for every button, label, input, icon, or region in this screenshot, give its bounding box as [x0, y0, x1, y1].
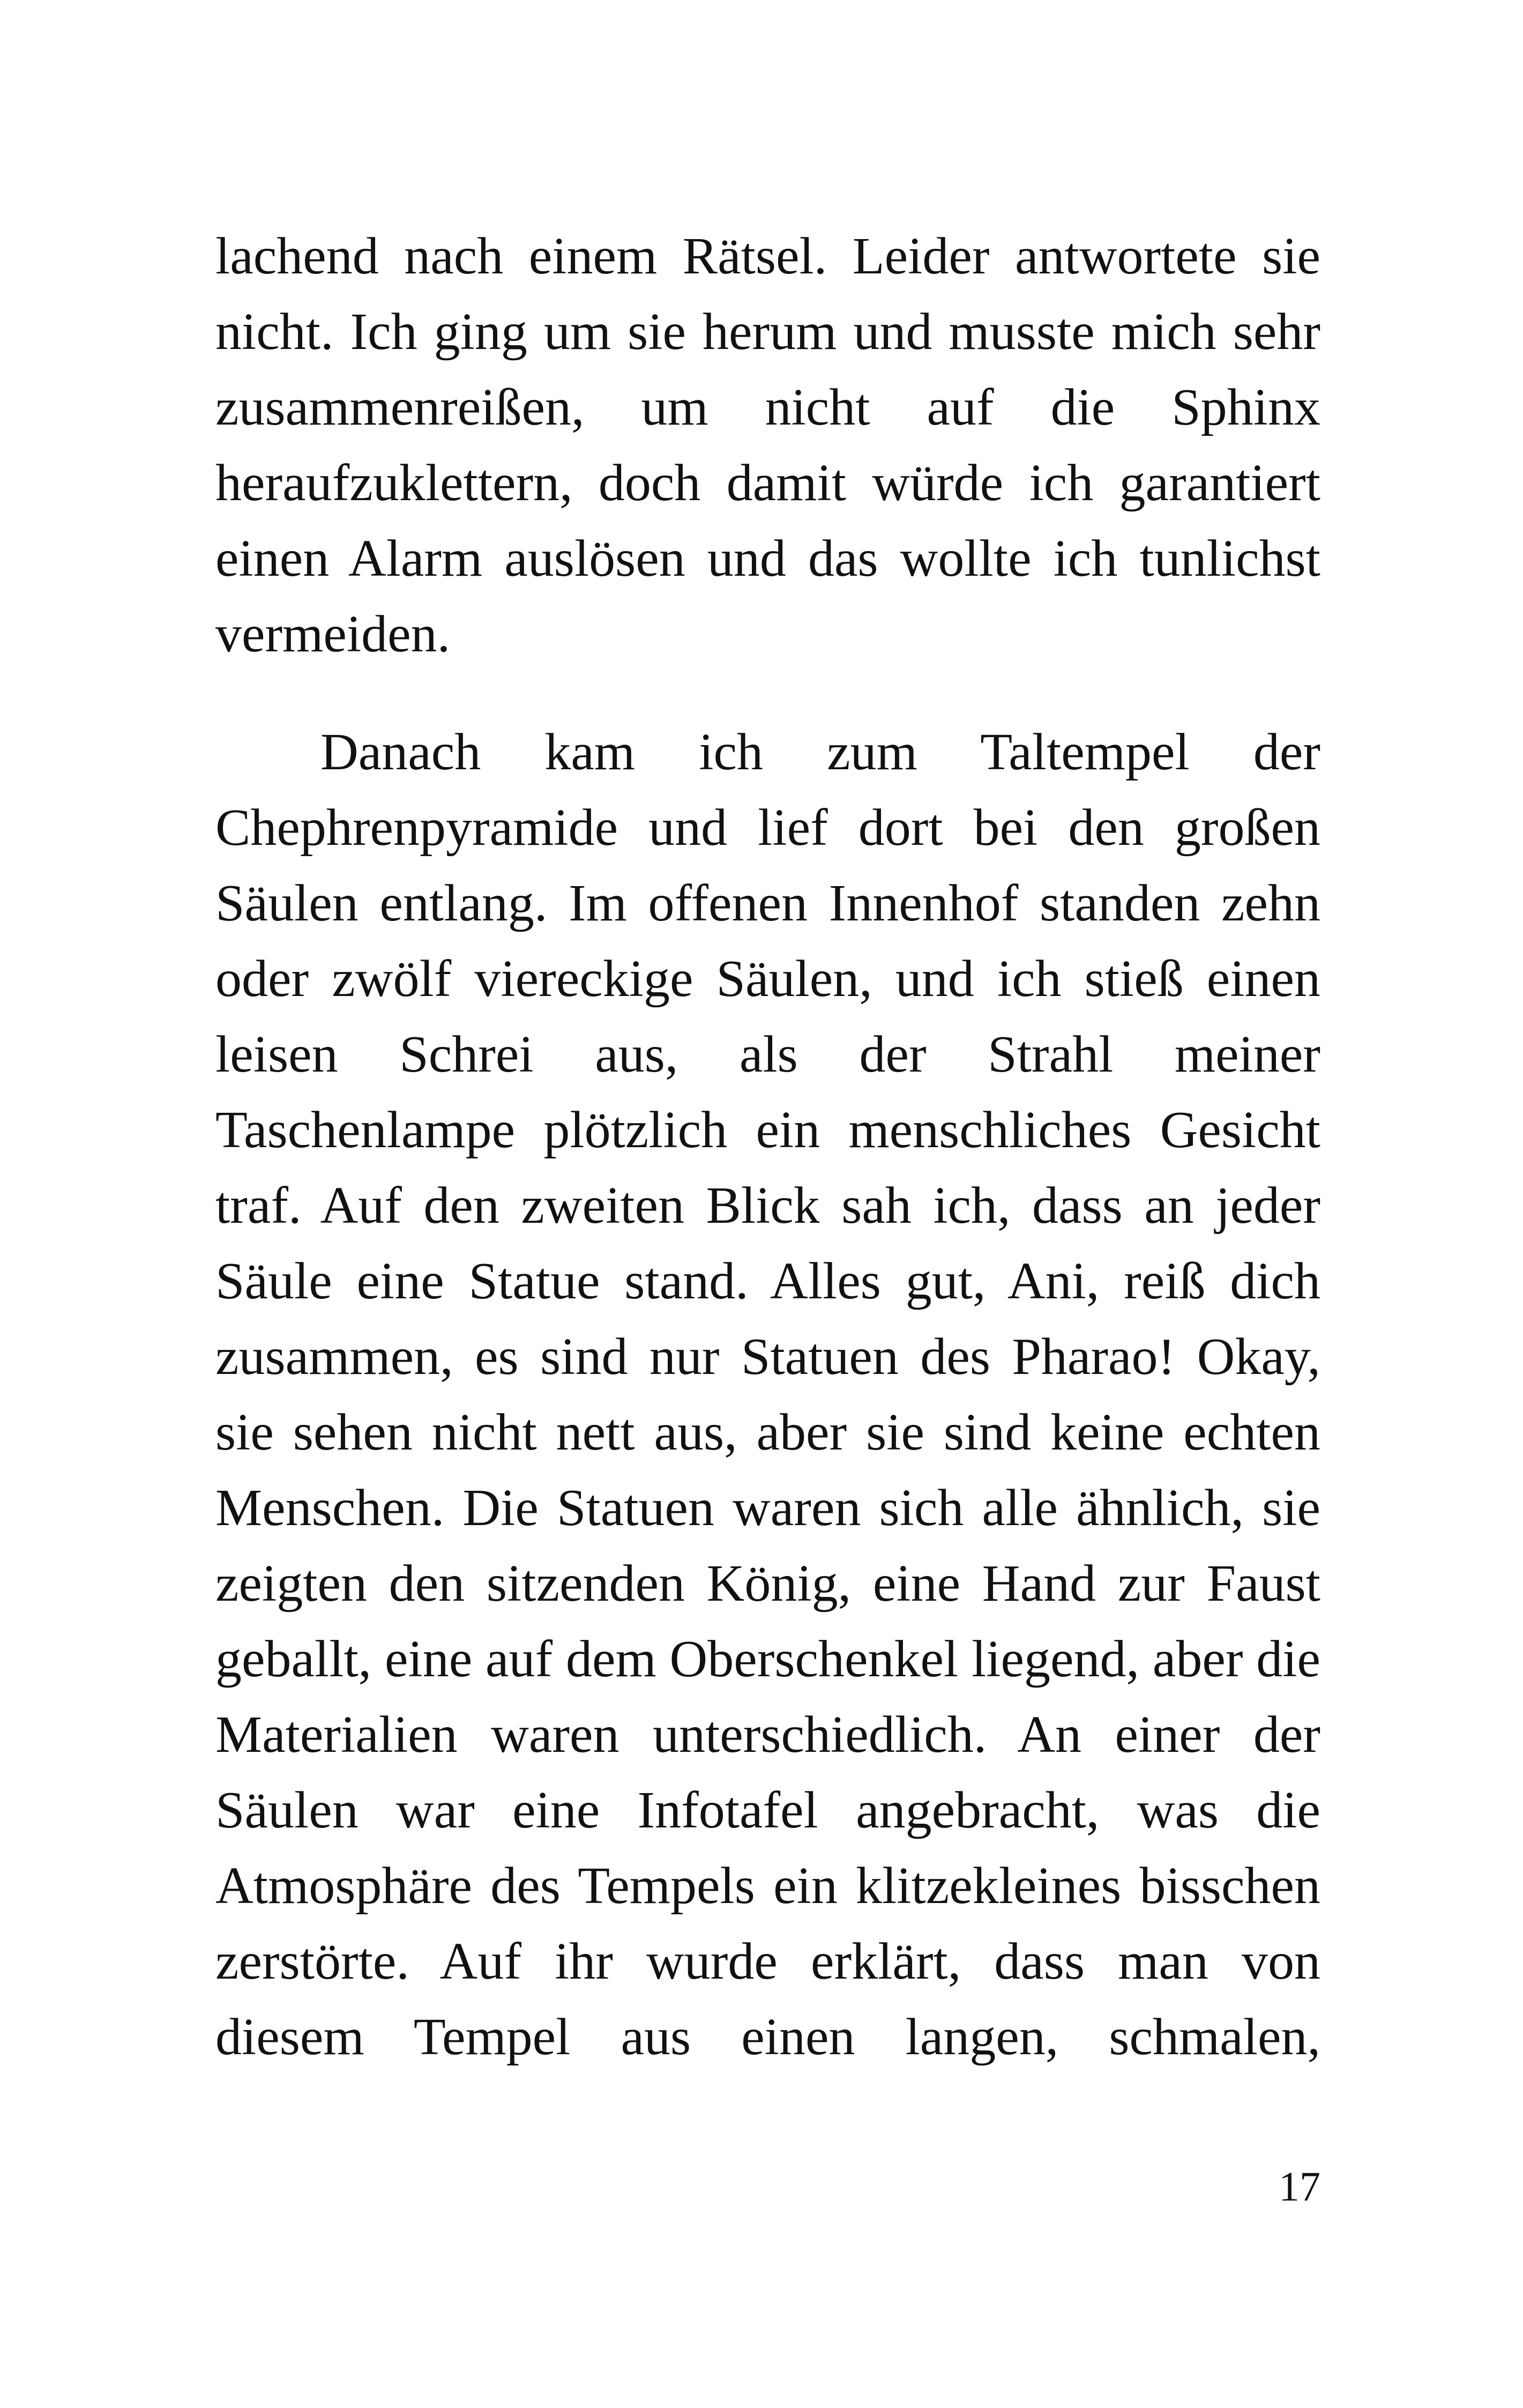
body-text — [215, 219, 1320, 2075]
paragraph-1: lachend nach einem Rätsel. Leider antwortete sie nicht. Ich ging um sie herum und musste mich sehr zusammenreißen, um nicht auf die Sphinx heraufzuklettern, doch damit würde ich garantiert einen Alarm auslösen und das wollte ich tunlichst vermeiden. — [215, 227, 1320, 663]
page-number: 17 — [1279, 2163, 1320, 2210]
paragraph-2: Danach kam ich zum Taltempel der Chephrenpyramide und lief dort bei den großen Säulen entlang. Im offenen Innenhof standen zehn oder zwölf viereckige Säulen, und ich stieß einen leisen Schrei aus, als der Strahl meiner Taschenlampe plötzlich ein menschliches Gesicht traf. Auf den zweiten Blick sah ich, dass an jeder Säule eine Statue stand. Alles gut, Ani, reiß dich zusammen, es sind nur Statuen des Pharao! Okay, sie sehen nicht nett aus, aber sie sind keine echten Menschen. Die Statuen waren sich alle ähnlich, sie zeigten den sitzenden König, eine Hand zur Faust geballt, eine auf dem Oberschenkel liegend, aber die Materialien waren unterschiedlich. An einer der Säulen war eine Infotafel angebracht, was die Atmosphäre des Tempels ein klitzekleines bisschen zerstörte. Auf ihr wurde erklärt, dass man von diesem Tempel aus einen langen, schmalen, — [215, 723, 1320, 2066]
